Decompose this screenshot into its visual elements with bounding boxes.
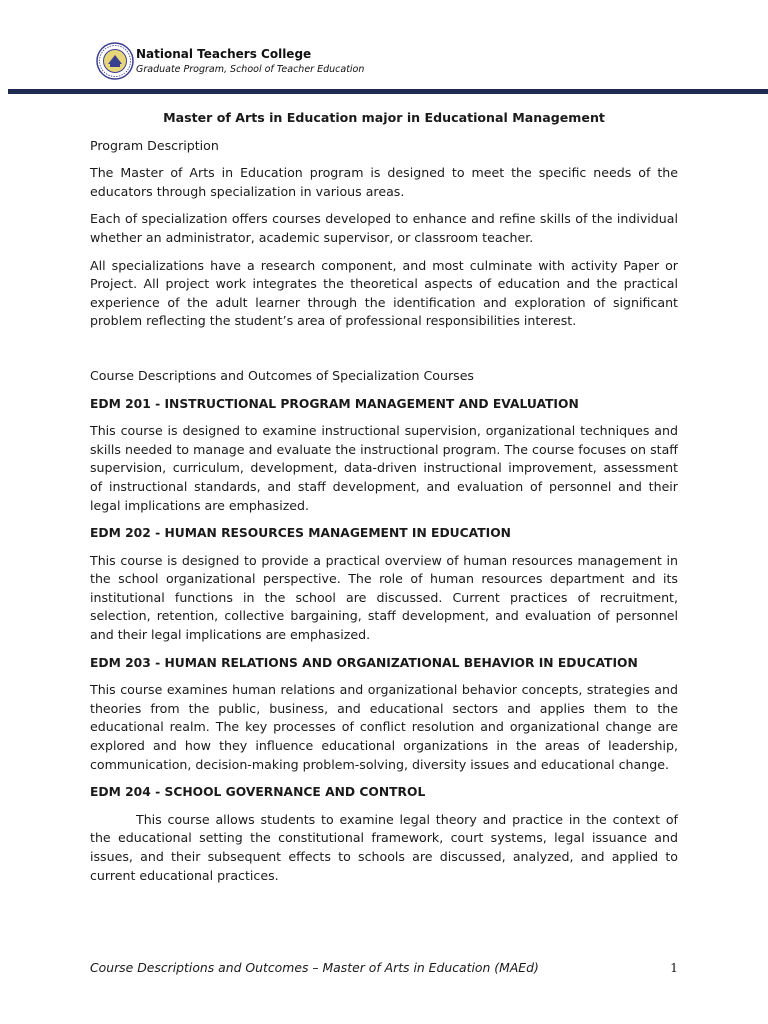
page-number: 1 xyxy=(670,960,678,975)
course-description: This course examines human relations and organizational behavior concepts, strategies and theories from the public, business, and educational sectors and applies them to the educational realm. The key processes of conflict resolution and organizational change are explored and how they influence educational organizations in the areas of leadership, communication, decision-making problem-solving, diversity issues and educational change. xyxy=(90,682,678,772)
college-name: National Teachers College xyxy=(136,47,312,61)
course-title: EDM 204 - SCHOOL GOVERNANCE AND CONTROL xyxy=(90,785,426,800)
spacer xyxy=(90,340,678,367)
course-title: EDM 201 - INSTRUCTIONAL PROGRAM MANAGEMENT AND EVALUATION xyxy=(90,396,579,411)
page-footer xyxy=(90,960,678,980)
paragraph: Each of specialization offers courses developed to enhance and refine skills of the individual whether an administrator, academic supervisor, or classroom teacher. xyxy=(90,211,678,245)
program-line: Graduate Program, School of Teacher Education xyxy=(136,64,365,75)
paragraph: All specializations have a research component, and most culminate with activity Paper or Project. All project work integrates the theoretical aspects of education and the practical experience of the adult learner through the identification and exploration of significant problem reflecting the student’s area of professional responsibilities interest. xyxy=(90,257,678,329)
page-header xyxy=(96,42,696,82)
course-description: This course allows students to examine legal theory and practice in the context of the educational setting the constitutional framework, court systems, legal issuance and issues, and their subsequent effects to schools are discussed, analyzed, and applied to current educational practices. xyxy=(90,811,678,883)
courses-label: Course Descriptions and Outcomes of Specialization Courses xyxy=(90,367,474,383)
program-description-label: Program Description xyxy=(90,137,219,153)
course-description: This course is designed to provide a practical overview of human resources management in the school organizational perspective. The role of human resources department and its institutional functions in the school are discussed. Current practices of recruitment, selection, retention, collective bargaining, staff development, and evaluation of personnel and their legal implications are emphasized. xyxy=(90,552,678,643)
course-title: EDM 203 - HUMAN RELATIONS AND ORGANIZATIONAL BEHAVIOR IN EDUCATION xyxy=(90,655,638,670)
document-title: Master of Arts in Education major in Educational Management xyxy=(163,110,605,125)
document-body xyxy=(90,109,678,894)
college-seal-icon xyxy=(96,42,134,80)
paragraph: The Master of Arts in Education program is designed to meet the specific needs of the educators through specialization in various areas. xyxy=(90,165,678,199)
footer-text: Course Descriptions and Outcomes – Master of Arts in Education (MAEd) xyxy=(90,960,539,975)
course-description: This course is designed to examine instructional supervision, organizational techniques and skills needed to manage and evaluate the instructional program. The course focuses on staff supervision, curriculum, development, data-driven instructional improvement, assessment of instructional standards, and staff development, and evaluation of personnel and their legal implications are emphasized. xyxy=(90,423,678,513)
header-rule xyxy=(8,89,768,94)
course-title: EDM 202 - HUMAN RESOURCES MANAGEMENT IN EDUCATION xyxy=(90,526,511,541)
